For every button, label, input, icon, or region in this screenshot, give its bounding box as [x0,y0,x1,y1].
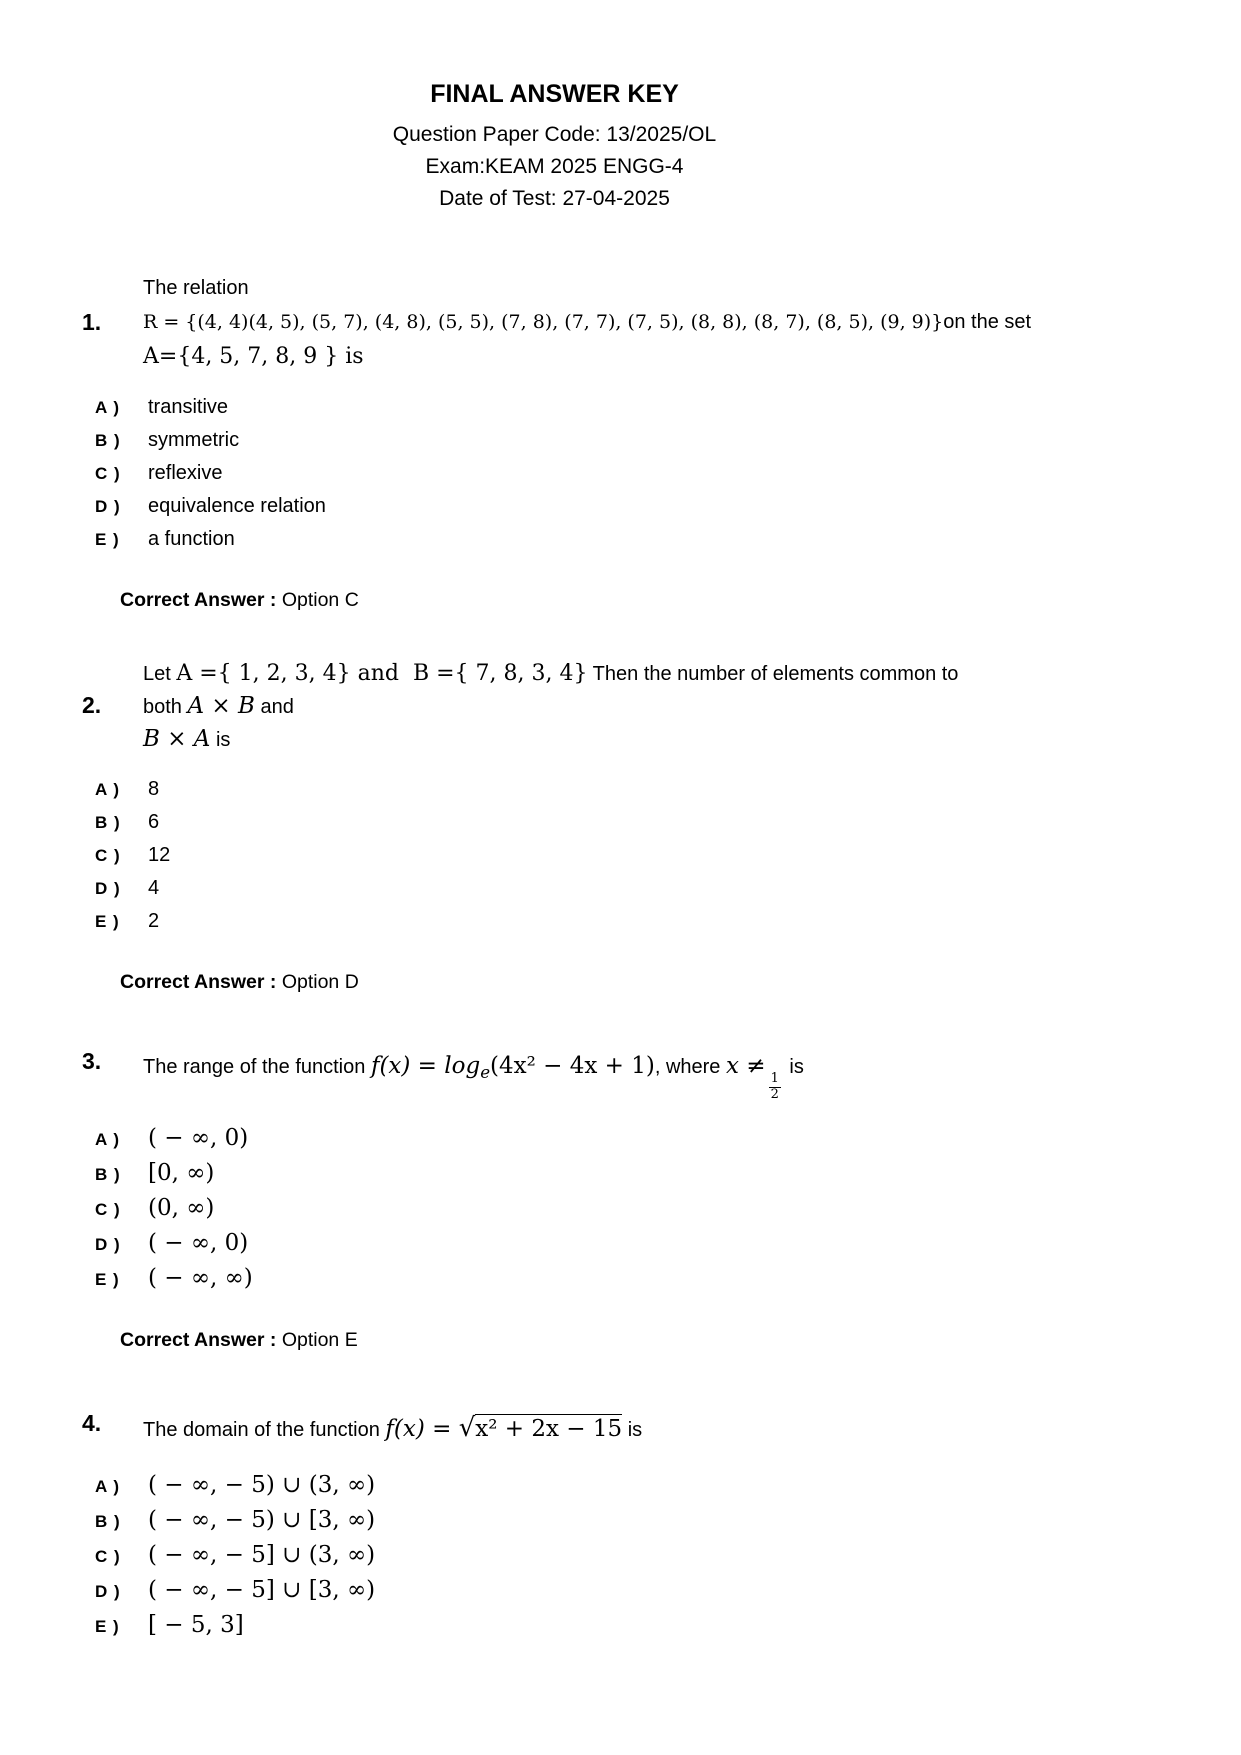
option-text: 4 [148,877,160,899]
test-date-line: Date of Test: 27-04-2025 [439,187,670,210]
fraction-one-half [769,1072,781,1103]
option-label: C ) [95,1546,121,1566]
option-e [95,528,1201,551]
option-b [95,811,1201,834]
option-label: E ) [95,1616,120,1636]
correct-answer-value: Option C [281,589,359,611]
question-text [143,1046,1201,1103]
option-text: ( − ∞, − 5) ∪ [3, ∞) [148,1506,376,1533]
question-2-line-1: Let A ={ 1, 2, 3, 4} and B ={ 7, 8, 3, 4} Then the number of elements common to [143,661,959,686]
question-1-line-2: R = {(4, 4)(4, 5), (5, 7), (4, 8), (5, 5), (7, 8), (7, 7), (7, 5), (8, 8), (8, 7), (8, 5), (9, 9)}on the set [143,311,1032,333]
option-text: [ − 5, 3] [148,1611,244,1638]
question-1-line-3 [143,340,1201,374]
sets-a-b-expression: A ={ 1, 2, 3, 4} and B ={ 7, 8, 3, 4} [176,661,588,686]
option-label: D ) [95,1234,121,1254]
fraction-numerator: 1 [770,1071,779,1086]
question-2-line-3: B × A is [143,726,231,752]
option-text: ( − ∞, − 5] ∪ (3, ∞) [148,1541,376,1568]
option-text: ( − ∞, − 5] ∪ [3, ∞) [148,1576,376,1603]
question-2-line-2: both A × B and [143,693,294,719]
option-c [95,1542,1201,1568]
option-label: E ) [95,912,120,931]
option-c [95,462,1201,485]
option-e [95,1265,1201,1291]
question-number: 3. [82,1048,102,1074]
relation-set-expression: R = {(4, 4)(4, 5), (5, 7), (4, 8), (5, 5), (7, 8), (7, 7), (7, 5), (8, 8), (8, 7), (8, 5), (9, 9)} [143,311,944,333]
question-1-line-1: The relation [143,277,249,299]
question-1-options [95,396,1201,551]
question-number: 2. [82,692,102,718]
option-text: equivalence relation [148,495,326,517]
option-a [95,1125,1201,1151]
option-e [95,910,1201,933]
correct-answer-line [120,1329,1201,1352]
option-d [95,877,1201,900]
correct-answer-label: Correct Answer : [120,971,277,993]
option-label: B ) [95,813,121,832]
question-text [143,273,1201,374]
correct-answer-line [120,971,1201,994]
question-3-options [95,1125,1201,1291]
option-label: C ) [95,846,121,865]
question-3 [82,1046,1201,1103]
option-text: reflexive [148,462,223,484]
question-number: 4. [82,1409,102,1436]
option-a [95,1472,1201,1498]
option-e [95,1612,1201,1638]
question-text [143,1408,1201,1450]
option-text: 12 [148,844,171,866]
option-b [95,1507,1201,1533]
question-4-line: The domain of the function f(x) = √x² + 2x − 15 is [143,1412,643,1443]
option-text: ( − ∞, 0) [148,1124,249,1151]
fraction-denominator: 2 [770,1086,779,1102]
option-label: A ) [95,398,121,417]
page-title: FINAL ANSWER KEY [430,80,679,108]
option-label: B ) [95,1164,121,1184]
correct-answer-label: Correct Answer : [120,1328,277,1351]
question-text [143,658,1201,756]
x-not-equal-expression: x ≠ [726,1053,766,1079]
option-a [95,396,1201,419]
question-4-options [95,1472,1201,1638]
option-text: ( − ∞, − 5) ∪ (3, ∞) [148,1471,376,1498]
function-expression: f(x) = [385,1415,459,1442]
option-text: a function [148,528,235,550]
option-d [95,1577,1201,1603]
question-2 [82,658,1201,756]
question-number: 1. [82,309,102,335]
log-argument-expression: (4x² − 4x + 1) [490,1053,655,1079]
option-b [95,429,1201,452]
option-text: 6 [148,811,160,833]
option-d [95,495,1201,518]
option-label: B ) [95,1511,121,1531]
question-2-options [95,778,1201,933]
option-b [95,1160,1201,1186]
option-c [95,1195,1201,1221]
question-1 [82,273,1201,374]
log-base-subscript: e [480,1063,491,1082]
exam-name-line: Exam:KEAM 2025 ENGG-4 [425,155,684,178]
option-text: (0, ∞) [148,1194,215,1221]
option-label: E ) [95,1269,120,1289]
correct-answer-line [120,589,1201,612]
a-cross-b-expression: A × B [187,693,255,719]
correct-answer-label: Correct Answer : [120,589,277,611]
set-a-expression: A={4, 5, 7, 8, 9 } is [143,344,364,369]
option-a [95,778,1201,801]
option-label: D ) [95,1581,121,1601]
option-label: A ) [95,780,121,799]
paper-code-line: Question Paper Code: 13/2025/OL [392,123,717,146]
option-text: ( − ∞, ∞) [148,1264,253,1291]
option-label: D ) [95,497,121,516]
option-label: D ) [95,879,121,898]
question-4 [82,1408,1201,1450]
option-text: symmetric [148,429,240,451]
radicand-expression: x² + 2x − 15 [475,1415,623,1442]
document-header [82,80,1027,215]
option-label: C ) [95,464,121,483]
correct-answer-value: Option E [281,1328,358,1351]
question-3-line: The range of the function $f(x) = \log_e(4x^2 - 4x + 1)$, where x ≠ $\frac{1}{2}$ is [143,1053,804,1102]
correct-answer-value: Option D [281,971,359,993]
option-text: transitive [148,396,229,418]
option-label: E ) [95,530,120,549]
b-cross-a-expression: B × A [143,726,211,752]
option-text: [0, ∞) [148,1159,215,1186]
option-text: 8 [148,778,160,800]
square-root-symbol: √ [458,1412,476,1443]
option-label: B ) [95,431,121,450]
option-label: C ) [95,1199,121,1219]
option-d [95,1230,1201,1256]
option-c [95,844,1201,867]
option-label: A ) [95,1129,121,1149]
option-label: A ) [95,1476,121,1496]
option-text: 2 [148,910,160,932]
option-text: ( − ∞, 0) [148,1229,249,1256]
log-function-expression: f(x) = log [370,1053,481,1079]
